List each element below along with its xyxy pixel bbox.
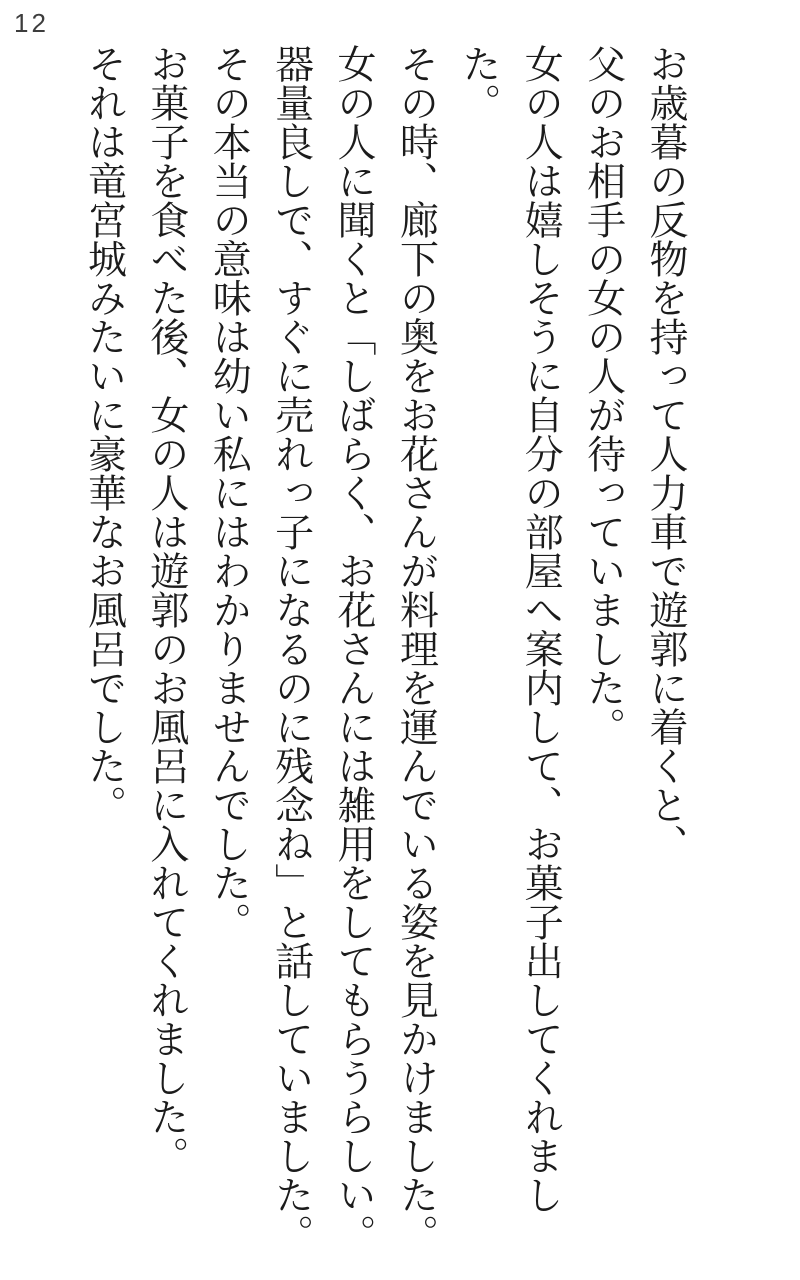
text-line: その本当の意味は幼い私にはわかりませんでした。: [207, 44, 251, 941]
vertical-text-block: [72, 44, 696, 1272]
text-line: 父のお相手の女の人が待っていました。: [581, 44, 625, 746]
text-line: お菓子を食べた後、女の人は遊郭のお風呂に入れてくれました。: [144, 44, 188, 1175]
text-line: 器量良しで、すぐに売れっ子になるのに残念ね」と話していました。: [269, 44, 313, 1253]
text-line: 女の人に聞くと「しばらく、お花さんには雑用をしてもらうらしい。: [332, 44, 376, 1253]
text-line: それは竜宮城みたいに豪華なお風呂でした。: [82, 44, 126, 824]
text-line: その時、廊下の奥をお花さんが料理を運んでいる姿を見かけました。: [394, 44, 438, 1253]
text-line: お歳暮の反物を持って人力車で遊郭に着くと、: [644, 44, 687, 863]
page-number: 12: [14, 8, 49, 38]
text-line: 女の人は嬉しそうに自分の部屋へ案内して、お菓子出してくれました。: [456, 44, 563, 1214]
